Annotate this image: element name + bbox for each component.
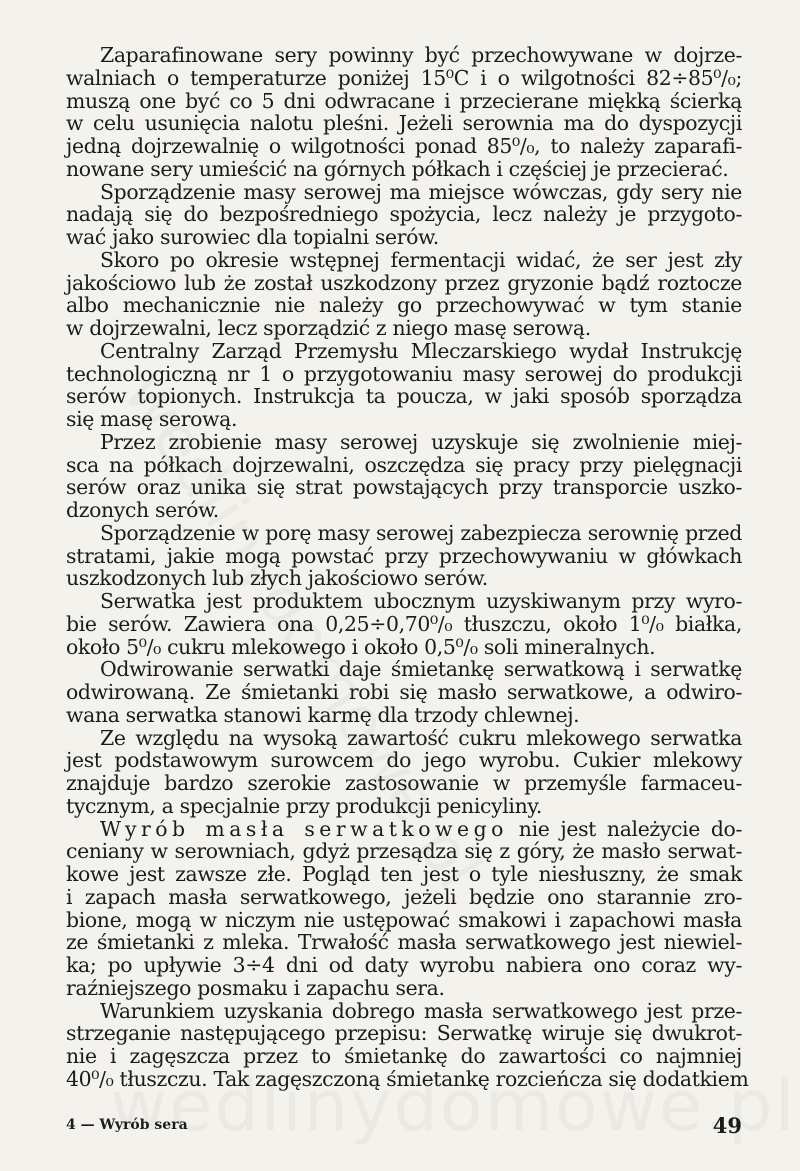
text-line: około 5⁰/₀ cukru mlekowego i około 0,5⁰/₀ soli mineralnych. (66, 634, 656, 659)
text-line: znajduje bardzo szerokie zastosowanie w przemyśle farmaceu- (66, 771, 742, 795)
page-number: 49 (712, 1113, 742, 1138)
text-line: dzonych serów. (66, 498, 219, 522)
text-line: sca na półkach dojrzewalni, oszczędza się pracy przy pielęgnacji (66, 452, 742, 477)
text-line: nadają się do bezpośredniego spożycia, lecz należy je przygoto- (66, 202, 742, 227)
text-line: strzeganie następującego przepisu: Serwatkę wiruje się dwukrot- (66, 1021, 742, 1046)
text-line: ze śmietanki z mleka. Trwałość masła serwatkowego jest niewiel- (66, 930, 742, 955)
text-line: ka; po upływie 3÷4 dni od daty wyrobu nabiera ono coraz wy- (66, 953, 742, 977)
text-line: tycznym, a specjalnie przy produkcji penicyliny. (66, 793, 542, 818)
text-line: technologiczną nr 1 o przygotowaniu masy serowej do produkcji (66, 361, 742, 386)
text-line: albo mechanicznie nie należy go przechowywać w tym stanie (66, 293, 742, 318)
text-line: w celu usunięcia nalotu pleśni. Jeżeli serownia ma do dyspozycji (66, 111, 742, 136)
text-line: w dojrzewalni, lecz sporządzić z niego masę serową. (66, 316, 591, 340)
text-line: i zapach masła serwatkowego, jeżeli będzie ono starannie zro- (66, 884, 742, 909)
text-line: jakościowo lub że został uszkodzony przez gryzonie bądź roztocze (66, 270, 742, 295)
text-line: Serwatka jest produktem ubocznym uzyskiwanym przy wyro- (100, 589, 742, 613)
text-line: raźniejszego posmaku i zapachu sera. (66, 975, 445, 1000)
text-line: Ze względu na wysoką zawartość cukru mlekowego serwatka (100, 725, 742, 750)
text-line (66, 818, 742, 841)
text-line: stratami, jakie mogą powstać przy przechowywaniu w główkach (66, 543, 742, 568)
text-line: kowe jest zawsze złe. Pogląd ten jest o tyle niesłuszny, że smak (66, 862, 742, 886)
text-line: jest podstawowym surowcem do jego wyrobu. Cukier mlekowy (66, 748, 742, 773)
text-line: się masę serową. (66, 407, 238, 431)
text-line: muszą one być co 5 dni odwracane i przecierane miękką ścierką (66, 88, 742, 113)
text-line: uszkodzonych lub złych jakościowo serów. (66, 566, 488, 591)
text-line: Sporządzenie masy serowej ma miejsce wówczas, gdy sery nie (100, 179, 742, 204)
text-line: Sporządzenie w porę masy serowej zabezpiecza serownię przed (100, 520, 742, 545)
chapter-label: 4 — Wyrób sera (66, 1117, 188, 1133)
page-body (66, 43, 749, 1091)
text-line: Zaparafinowane sery powinny być przechowywane w dojrze- (100, 43, 742, 67)
text-line: ceniany w serowniach, gdyż przesądza się z góry, że masło serwat- (66, 839, 742, 864)
text-line: Warunkiem uzyskania dobrego masła serwatkowego jest prze- (100, 998, 742, 1023)
text-line: Odwirowanie serwatki daje śmietankę serwatkową i serwatkę (100, 657, 742, 682)
text-line: wana serwatka stanowi karmę dla trzody chlewnej. (66, 702, 580, 727)
spaced-emphasis: Wyrób masła serwatkowego (100, 816, 508, 841)
text-line: serów oraz unika się strat powstających przy transporcie uszko- (66, 475, 742, 500)
text-line: odwirowaną. Ze śmietanki robi się masło serwatkowe, a odwiro- (66, 680, 742, 704)
text-line: nie i zagęszcza przez to śmietankę do zawartości co najmniej (66, 1044, 742, 1068)
text-line: jedną dojrzewalnię o wilgotności ponad 85⁰/₀, to należy zaparafi- (66, 134, 742, 158)
text-line: nowane sery umieścić na górnych półkach i częściej je przecierać. (66, 156, 729, 181)
text-line: serów topionych. Instrukcja ta poucza, w jaki sposób sporządza (66, 384, 742, 409)
text-line: bie serów. Zawiera ona 0,25÷0,70⁰/₀ tłuszczu, około 1⁰/₀ białka, (66, 611, 742, 636)
text-line: wać jako surowiec dla topialni serów. (66, 225, 439, 249)
text-line: Przez zrobienie masy serowej uzyskuje się zwolnienie miej- (100, 429, 742, 454)
text-line: Skoro po okresie wstępnej fermentacji widać, że ser jest zły (100, 247, 742, 272)
text-line: Centralny Zarząd Przemysłu Mleczarskiego wydał Instrukcję (100, 338, 742, 363)
line-text: nie jest należycie do- (507, 816, 743, 841)
text-line: bione, mogą w niczym nie ustępować smakowi i zapachowi masła (66, 907, 742, 932)
text-line: walniach o temperaturze poniżej 15⁰C i o wilgotności 82÷85⁰/₀; (66, 65, 742, 90)
text-line: 40⁰/₀ tłuszczu. Tak zagęszczoną śmietankę rozcieńcza się dodatkiem (66, 1066, 749, 1091)
